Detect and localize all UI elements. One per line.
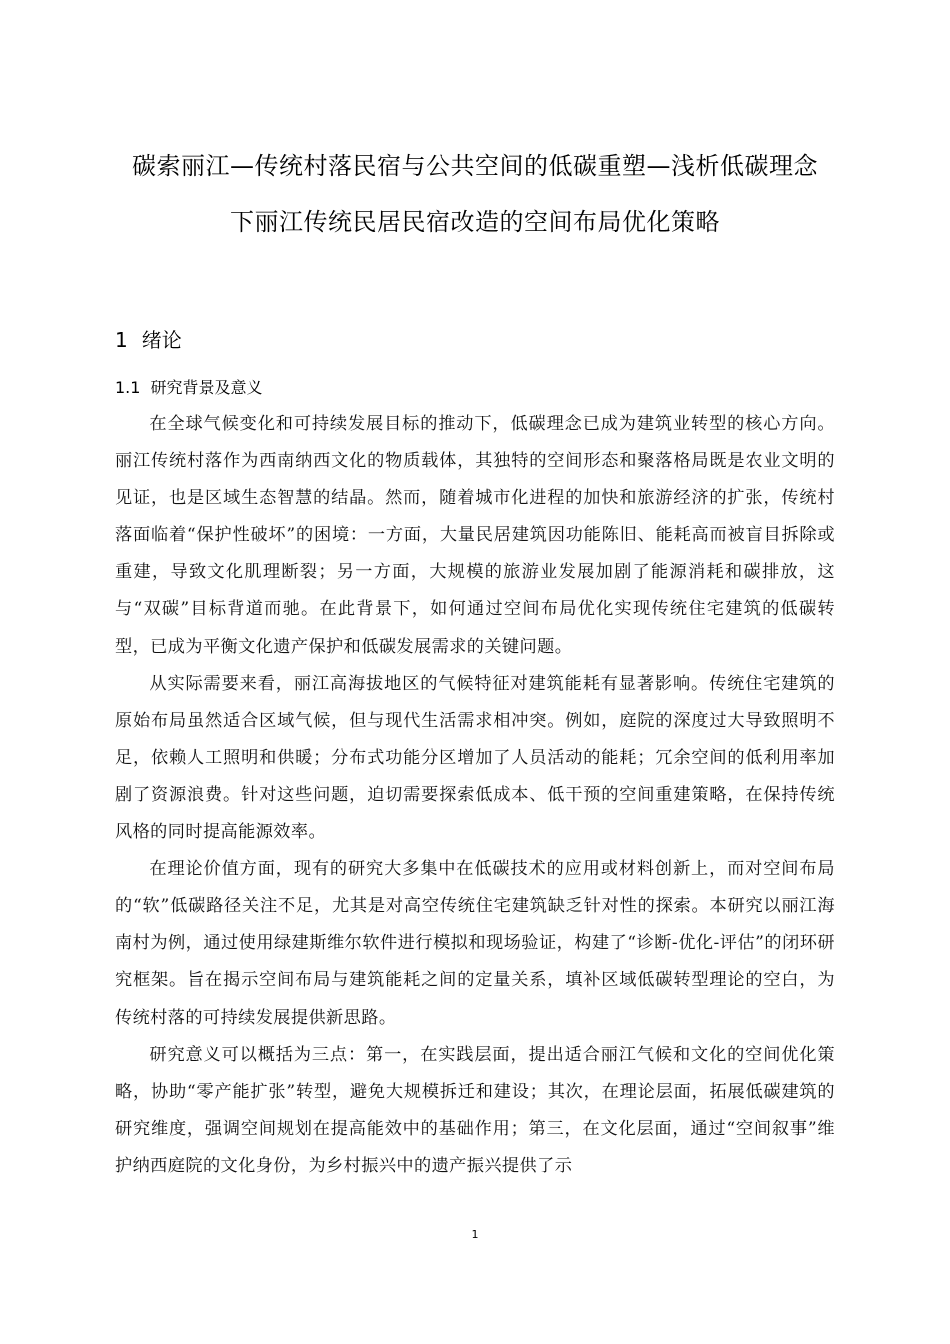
title-line-2: 下丽江传统民居民宿改造的空间布局优化策略 <box>230 208 720 236</box>
section-heading <box>115 324 182 356</box>
subsection-number: 1.1 <box>115 378 141 397</box>
paragraph-4: 研究意义可以概括为三点：第一，在实践层面，提出适合丽江气候和文化的空间优化策略，协助“零产能扩张”转型，避免大规模拆迁和建设；其次，在理论层面，拓展低碳建筑的研究维度，强调空间规划在提高能效中的基础作用；第三，在文化层面，通过“空间叙事”维护纳西庭院的文化身份，为乡村振兴中的遗产振兴提供了示 <box>115 1044 835 1176</box>
paragraph-3: 在理论价值方面，现有的研究大多集中在低碳技术的应用或材料创新上，而对空间布局的“软”低碳路径关注不足，尤其是对高空传统住宅建筑缺乏针对性的探索。本研究以丽江海南村为例，通过使用绿建斯维尔软件进行模拟和现场验证，构建了“诊断-优化-评估”的闭环研究框架。旨在揭示空间布局与建筑能耗之间的定量关系，填补区域低碳转型理论的空白，为传统村落的可持续发展提供新思路。 <box>115 859 835 1028</box>
paragraph-1: 在全球气候变化和可持续发展目标的推动下，低碳理念已成为建筑业转型的核心方向。丽江传统村落作为西南纳西文化的物质载体，其独特的空间形态和聚落格局既是农业文明的见证，也是区域生态智慧的结晶。然而，随着城市化进程的加快和旅游经济的扩张，传统村落面临着“保护性破坏”的困境：一方面，大量民居建筑因功能陈旧、能耗高而被盲目拆除或重建，导致文化肌理断裂；另一方面，大规模的旅游业发展加剧了能源消耗和碳排放，这与“双碳”目标背道而驰。在此背景下，如何通过空间布局优化实现传统住宅建筑的低碳转型，已成为平衡文化遗产保护和低碳发展需求的关键问题。 <box>115 414 835 657</box>
paragraph-2: 从实际需要来看，丽江高海拔地区的气候特征对建筑能耗有显著影响。传统住宅建筑的原始布局虽然适合区域气候，但与现代生活需求相冲突。例如，庭院的深度过大导致照明不足，依赖人工照明和供暖；分布式功能分区增加了人员活动的能耗；冗余空间的低利用率加剧了资源浪费。针对这些问题，迫切需要探索低成本、低干预的空间重建策略，在保持传统风格的同时提高能源效率。 <box>115 673 835 843</box>
page-number: 1 <box>471 1228 479 1241</box>
subsection-heading <box>115 375 262 401</box>
section-number: 1 <box>115 328 128 352</box>
title-line-1: 碳索丽江—传统村落民宿与公共空间的低碳重塑—浅析低碳理念 <box>132 152 818 180</box>
section-title: 绪论 <box>141 328 182 352</box>
subsection-title: 研究背景及意义 <box>150 378 263 397</box>
document-title <box>100 138 850 250</box>
body-text <box>115 406 835 1185</box>
